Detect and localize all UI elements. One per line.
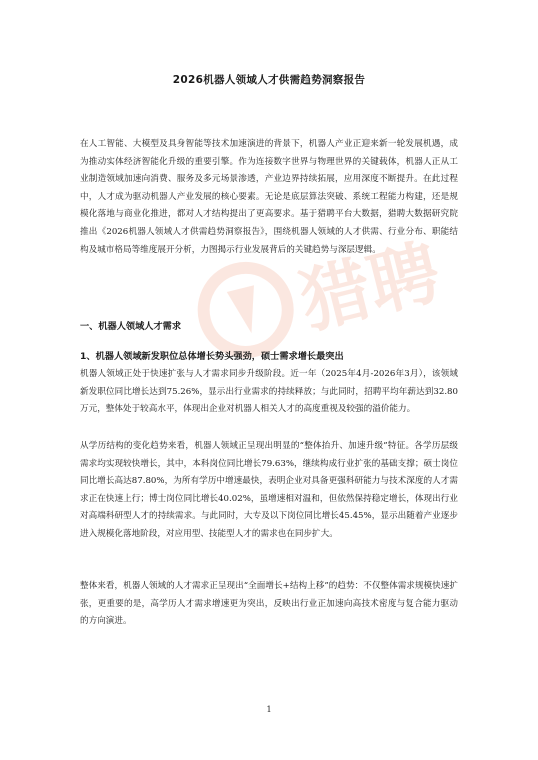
body-paragraph-1: 机器人领域正处于快速扩张与人才需求同步升级阶段。近一年（2025年4月-2026年3月），该领域新发职位同比增长达到75.26%，显示出行业需求的持续释放；与此同时，招聘平均年薪达到32.80万元，整体处于较高水平，体现出企业对机器人相关人才的高度重视及较强的溢价能力。: [80, 369, 458, 415]
page-number: 1: [266, 705, 272, 714]
subsection-heading: 1、机器人领域新发职位总体增长势头强劲，硕士需求增长最突出: [80, 351, 344, 362]
body-block-3: [80, 578, 458, 631]
body-paragraph-3: 整体来看，机器人领域的人才需求正呈现出“全面增长+结构上移”的趋势：不仅整体需求规模快速扩张，更重要的是，高学历人才需求增速更为突出，反映出行业正加速向高技术密度与复合能力驱动的方向演进。: [80, 581, 458, 627]
body-block-1: [80, 366, 458, 419]
section-heading: 一、机器人领域人才需求: [80, 321, 182, 332]
body-block-2: [80, 438, 458, 544]
body-paragraph-2: 从学历结构的变化趋势来看，机器人领域正呈现出明显的“整体抬升、加速升级”特征。各学历层级需求均实现较快增长，其中，本科岗位同比增长79.63%，继续构成行业扩张的基础支撑；硕士岗位同比增长高达87.80%，为所有学历中增速最快，表明企业对具备更强科研能力与技术深度的人才需求正在快速上行；博士岗位同比增长40.02%，虽增速相对温和，但依然保持稳定增长，体现出行业对高端科研型人才的持续需求。与此同时，大专及以下岗位同比增长45.45%，显示出随着产业逐步进入规模化落地阶段，对应用型、技能型人才的需求也在同步扩大。: [80, 441, 458, 539]
intro-paragraph: 在人工智能、大模型及具身智能等技术加速演进的背景下，机器人产业正迎来新一轮发展机遇，成为推动实体经济智能化升级的重要引擎。作为连接数字世界与物理世界的关键载体，机器人正从工业制造领域加速向消费、服务及多元场景渗透，产业边界持续拓展，应用深度不断提升。在此过程中，人才成为驱动机器人产业发展的核心要素。无论是底层算法突破、系统工程能力构建，还是规模化落地与商业化推进，都对人才结构提出了更高要求。基于猎聘平台大数据，猎聘大数据研究院推出《2026机器人领域人才供需趋势洞察报告》，围绕机器人领域的人才供需、行业分布、职能结构及城市格局等维度展开分析，力图揭示行业发展背后的关键趋势与深层逻辑。: [80, 139, 458, 255]
watermark-text: 猎聘: [292, 230, 448, 344]
document-title: 2026机器人领域人才供需趋势洞察报告: [172, 74, 366, 86]
intro-block: [80, 136, 458, 259]
